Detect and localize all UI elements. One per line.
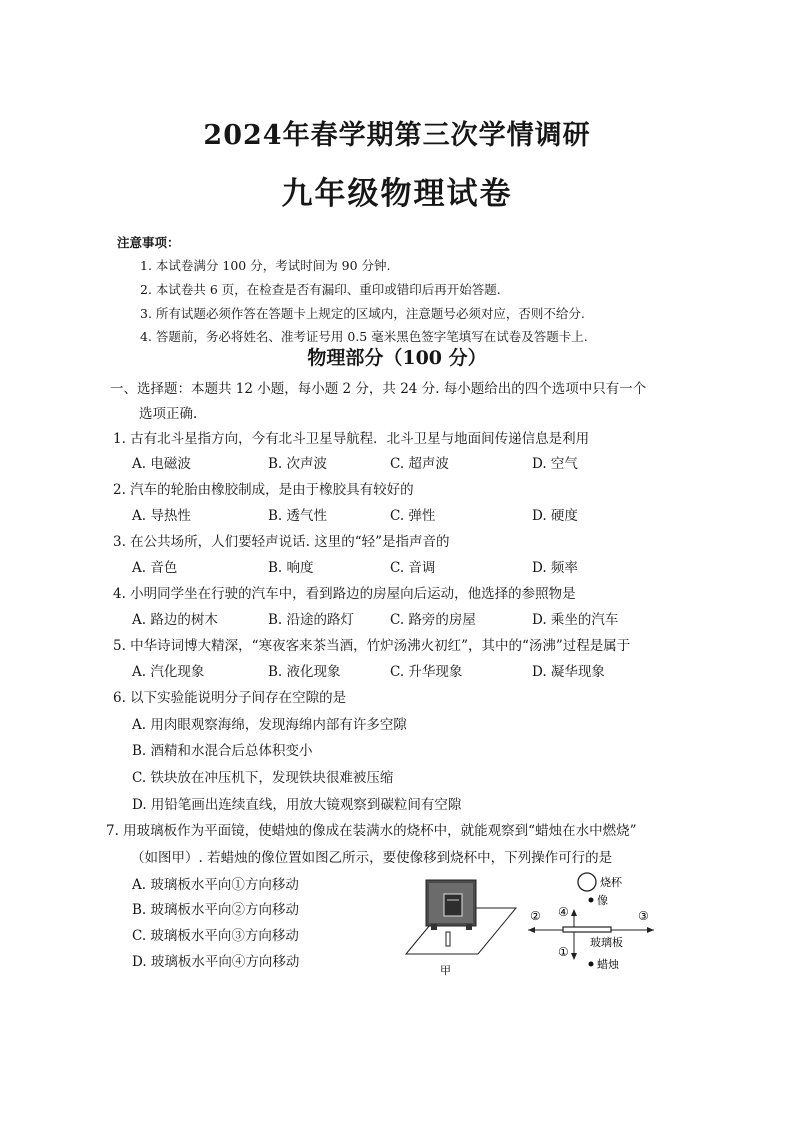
label-image: 像 [597, 894, 608, 907]
question-3-stem: 3. 在公共场所，人们要轻声说话. 这里的“轻”是指声音的 [113, 534, 450, 550]
question-5-stem: 5. 中华诗词博大精深，“寒夜客来茶当酒，竹炉汤沸火初红”，其中的“汤沸”过程是属于 [113, 638, 631, 654]
option-c: C. 升华现象 [390, 664, 463, 680]
question-2-stem: 2. 汽车的轮胎由橡胶制成，是由于橡胶具有较好的 [113, 482, 414, 498]
section-title: 物理部分（100 分） [307, 347, 487, 369]
option-d: D. 凝华现象 [532, 664, 605, 680]
question-7-stem-cont: （如图甲）. 若蜡烛的像位置如图乙所示，要使像移到烧杯中，下列操作可行的是 [131, 850, 613, 866]
option-a: A. 路边的树木 [132, 612, 218, 628]
option-d: D. 用铅笔画出连续直线，用放大镜观察到碳粒间有空隙 [132, 797, 462, 813]
part-instruction: 一、选择题：本题共 12 小题，每小题 2 分，共 24 分. 每小题给出的四个选项中只有一个 [110, 381, 647, 397]
notice-item: 1. 本试卷满分 100 分，考试时间为 90 分钟. [140, 258, 391, 273]
option-b: B. 响度 [268, 560, 314, 576]
marker-3: ③ [638, 909, 649, 923]
option-c: C. 超声波 [390, 456, 449, 472]
glass-plate-bar [563, 927, 611, 932]
image-dot [589, 898, 594, 903]
option-d: D. 频率 [532, 560, 578, 576]
option-a: A. 汽化现象 [132, 664, 205, 680]
part-instruction-cont: 选项正确. [139, 406, 198, 422]
option-a: A. 电磁波 [132, 456, 191, 472]
figure-svg [398, 868, 668, 980]
arrow-right-icon [647, 927, 654, 933]
question-2-options [132, 504, 652, 522]
question-7-figure [398, 868, 668, 980]
label-glass: 玻璃板 [590, 936, 623, 949]
option-c: C. 铁块放在冲压机下，发现铁块很难被压缩 [132, 770, 394, 786]
question-1-stem: 1. 古有北斗星指方向，今有北斗卫星导航程．北斗卫星与地面间传递信息是利用 [113, 431, 590, 447]
candle-icon [446, 932, 450, 946]
question-3-options [132, 556, 652, 574]
label-beaker: 烧杯 [600, 876, 622, 889]
option-b: B. 酒精和水混合后总体积变小 [132, 743, 313, 759]
option-a: A. 用肉眼观察海绵，发现海绵内部有许多空隙 [132, 717, 407, 733]
option-a: A. 音色 [132, 560, 178, 576]
marker-4: ④ [558, 905, 569, 919]
option-d: D. 玻璃板水平向④方向移动 [132, 954, 300, 970]
stand-left [431, 924, 437, 930]
notice-heading: 注意事项： [117, 235, 180, 250]
question-5-options [132, 660, 652, 678]
option-d: D. 硬度 [532, 508, 578, 524]
question-1-options [132, 452, 652, 470]
beaker-icon [444, 894, 462, 916]
option-b: B. 液化现象 [268, 664, 341, 680]
beaker-circle [578, 873, 596, 891]
option-c: C. 玻璃板水平向③方向移动 [132, 928, 299, 944]
marker-1: ① [558, 945, 569, 959]
notice-item: 2. 本试卷共 6 页，在检查是否有漏印、重印或错印后再开始答题. [140, 282, 501, 297]
marker-2: ② [530, 909, 541, 923]
notice-item: 3. 所有试题必须作答在答题卡上规定的区域内，注意题号必须对应，否则不给分. [140, 306, 585, 321]
option-b: B. 透气性 [268, 508, 328, 524]
label-candle: 蜡烛 [597, 958, 619, 971]
question-7-stem: 7. 用玻璃板作为平面镜，使蜡烛的像成在装满水的烧杯中，就能观察到“蜡烛在水中燃烧” [106, 823, 637, 839]
exam-title: 2024年春学期第三次学情调研 [203, 120, 591, 151]
option-c: C. 路旁的房屋 [390, 612, 476, 628]
exam-subtitle: 九年级物理试卷 [281, 176, 513, 212]
question-4-stem: 4. 小明同学坐在行驶的汽车中，看到路边的房屋向后运动，他选择的参照物是 [113, 586, 576, 602]
option-d: D. 乘坐的汽车 [532, 612, 619, 628]
label-jia: 甲 [440, 964, 451, 977]
option-c: C. 音调 [390, 560, 436, 576]
option-b: B. 次声波 [268, 456, 328, 472]
arrow-left-icon [528, 927, 535, 933]
notice-item: 4. 答题前，务必将姓名、准考证号用 0.5 毫米黑色签字笔填写在试卷及答题卡上. [140, 329, 588, 344]
option-b: B. 玻璃板水平向②方向移动 [132, 902, 300, 918]
arrow-down-icon [571, 953, 577, 960]
option-b: B. 沿途的路灯 [268, 612, 355, 628]
option-d: D. 空气 [532, 456, 578, 472]
option-a: A. 导热性 [132, 508, 191, 524]
candle-dot [589, 962, 594, 967]
question-4-options [132, 608, 652, 626]
option-c: C. 弹性 [390, 508, 436, 524]
option-a: A. 玻璃板水平向①方向移动 [132, 877, 299, 893]
stand-right [466, 924, 472, 930]
question-6-stem: 6. 以下实验能说明分子间存在空隙的是 [113, 690, 347, 706]
arrow-up-icon [571, 909, 577, 916]
